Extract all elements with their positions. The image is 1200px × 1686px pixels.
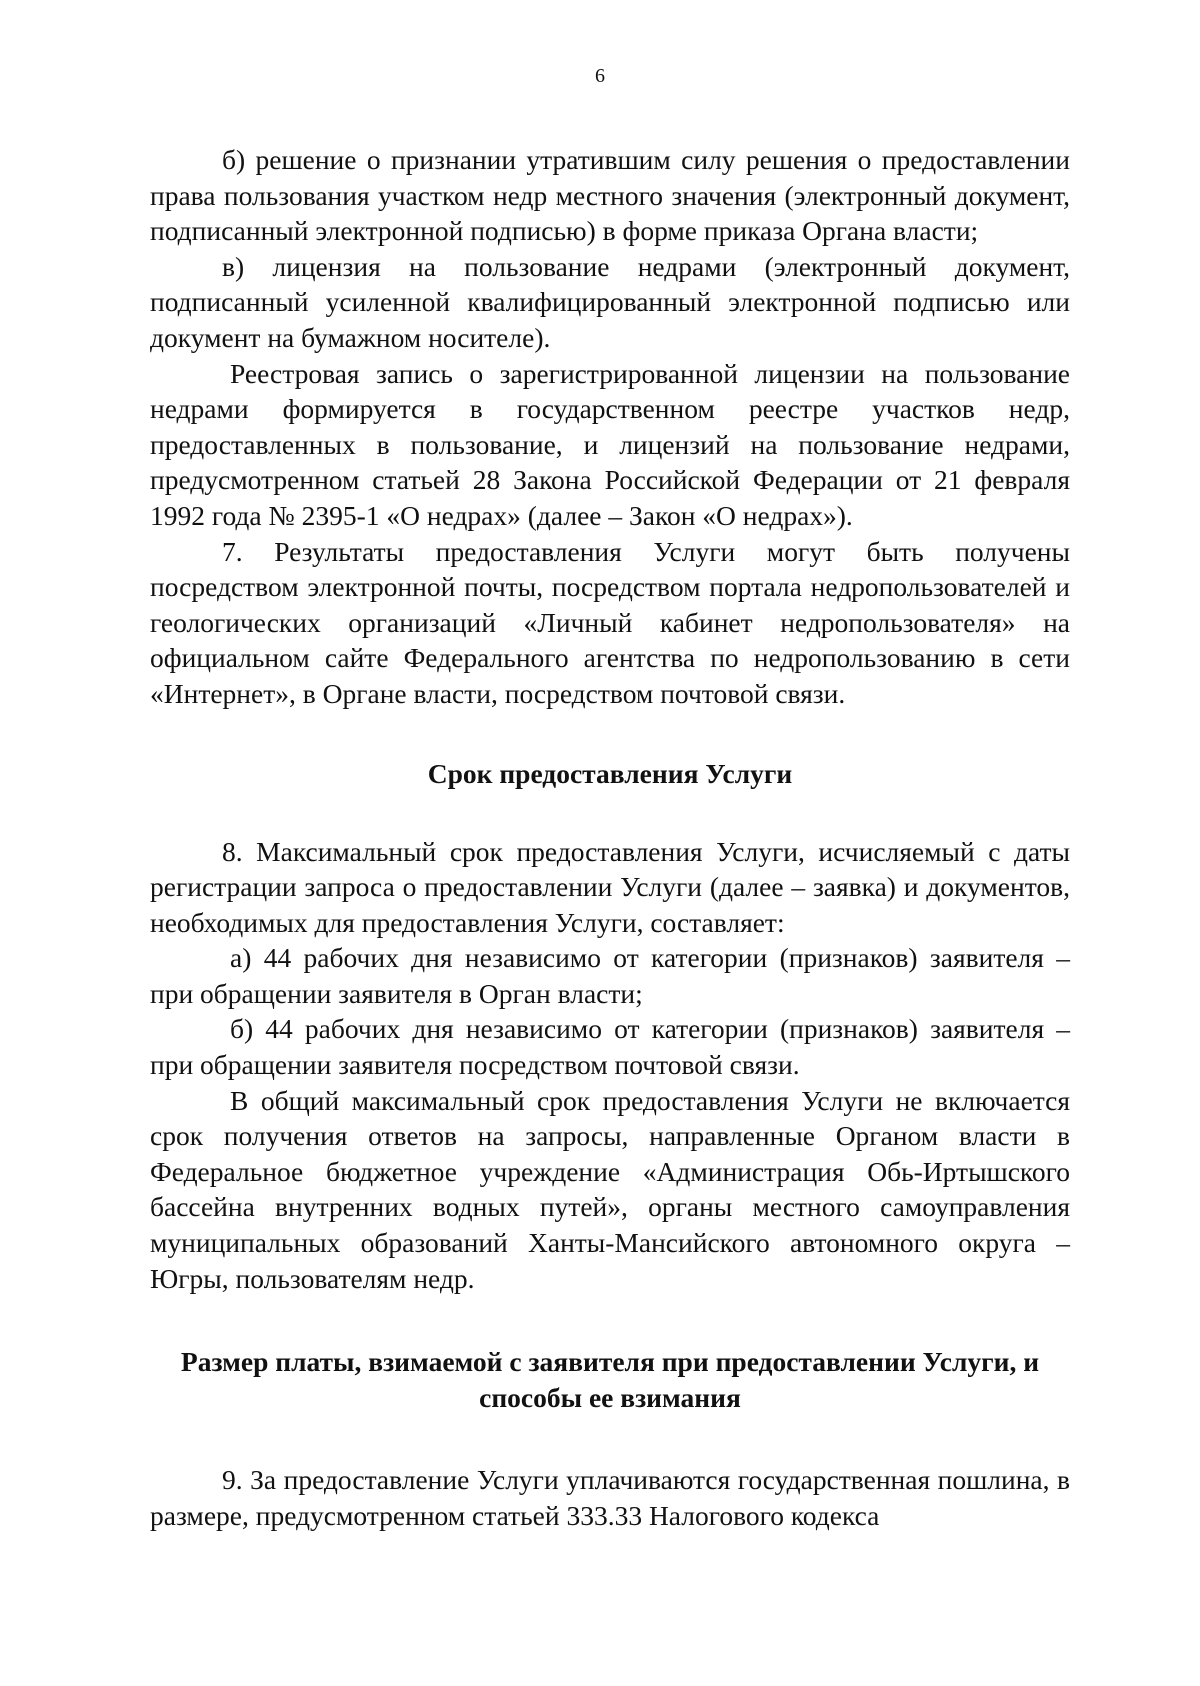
document-body bbox=[150, 142, 1070, 1533]
section-heading-fee-line-1: Размер платы, взимаемой с заявителя при предоставлении Услуги, и bbox=[180, 1346, 1040, 1378]
paragraph-clause-8: 8. Максимальный срок предоставления Услуги, исчисляемый с даты регистрации запроса о предоставлении Услуги (далее – заявка) и документов, необходимых для предоставления Услуги, составляет: bbox=[150, 835, 1070, 938]
section-heading-fee bbox=[150, 1344, 1070, 1416]
page-number: 6 bbox=[595, 65, 605, 87]
paragraph-item-b: б) решение о признании утратившим силу решения о предоставлении права пользования участком недр местного значения (электронный документ, подписанный электронной подписью) в форме приказа Органа власти; bbox=[150, 144, 1070, 247]
paragraph-clause-7: 7. Результаты предоставления Услуги могут быть получены посредством электронной почты, посредством портала недропользователей и геологических организаций «Личный кабинет недропользователя» на официальном сайте Федерального агентства по недропользованию в сети «Интернет», в Органе власти, посредством почтовой связи. bbox=[150, 535, 1070, 709]
paragraph-total-term: В общий максимальный срок предоставления Услуги не включается срок получения ответов на запросы, направленные Органом власти в Федеральное бюджетное учреждение «Администрация Обь-Иртышского бассейна внутренних водных путей», органы местного самоуправления муниципальных образований Ханты-Мансийского автономного округа – Югры, пользователям недр. bbox=[150, 1084, 1070, 1294]
section-heading-fee-line-2: способы ее взимания bbox=[479, 1382, 741, 1414]
section-heading-term: Срок предоставления Услуги bbox=[427, 757, 793, 789]
paragraph-clause-9: 9. За предоставление Услуги уплачиваются государственная пошлина, в размере, предусмотренном статьей 333.33 Налогового кодекса bbox=[150, 1464, 1070, 1531]
paragraph-registry-record: Реестровая запись о зарегистрированной лицензии на пользование недрами формируется в государственном реестре участков недр, предоставленных в пользование, и лицензий на пользование недрами, предусмотренном статьей 28 Закона Российской Федерации от 21 февраля 1992 года № 2395-1 «О недрах» (далее – Закон «О недрах»). bbox=[150, 357, 1070, 531]
spacer bbox=[150, 712, 1070, 756]
paragraph-item-v: в) лицензия на пользование недрами (электронный документ, подписанный усиленной квалифицированный электронной подписью или документ на бумажном носителе). bbox=[150, 250, 1070, 353]
spacer bbox=[150, 1416, 1070, 1462]
paragraph-item-a: а) 44 рабочих дня независимо от категории (признаков) заявителя – при обращении заявителя в Орган власти; bbox=[150, 942, 1070, 1009]
spacer bbox=[150, 792, 1070, 834]
spacer bbox=[150, 1296, 1070, 1344]
paragraph-item-b-postal: б) 44 рабочих дня независимо от категории (признаков) заявителя – при обращении заявителя посредством почтовой связи. bbox=[150, 1013, 1070, 1081]
